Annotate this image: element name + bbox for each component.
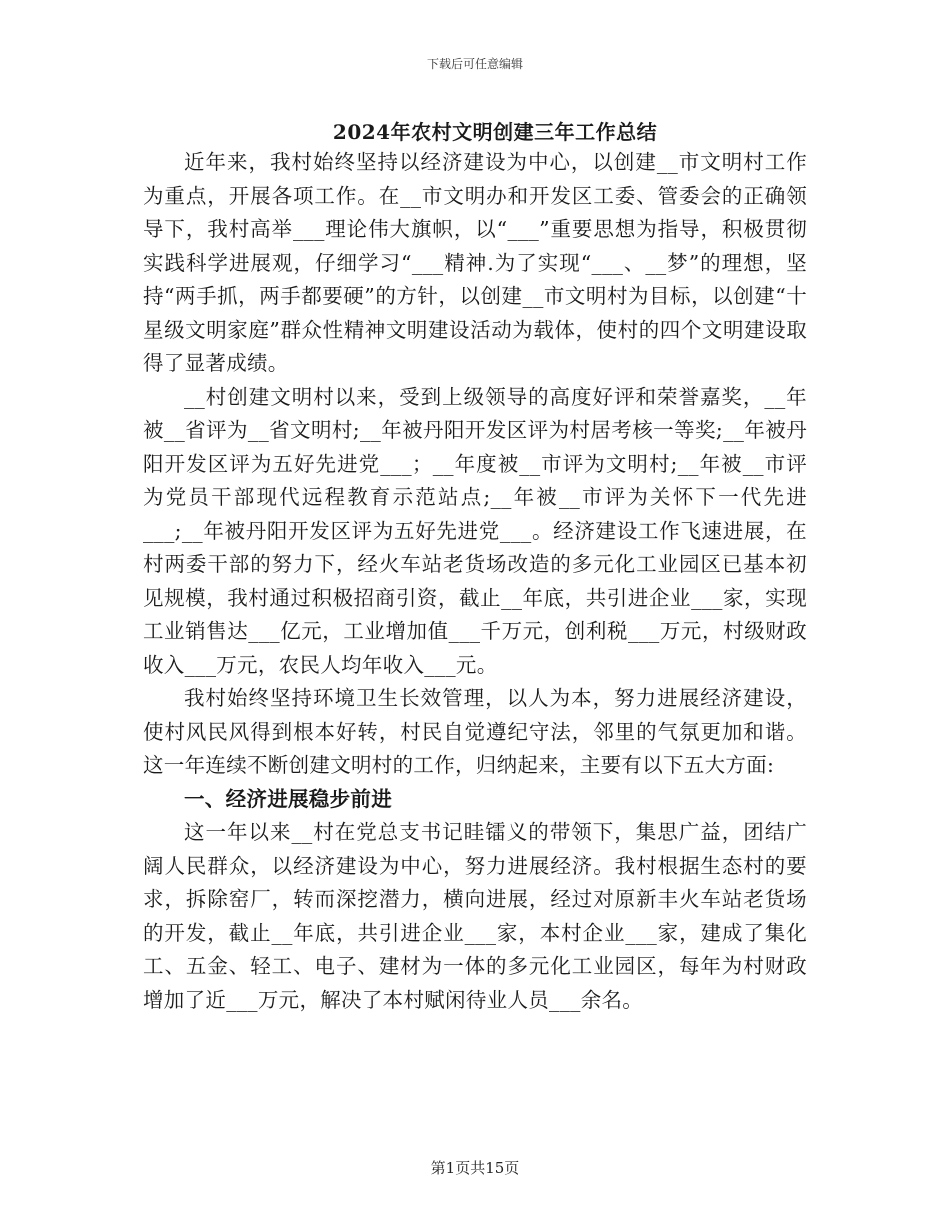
paragraph-intro: 近年来，我村始终坚持以经济建设为中心，以创建__市文明村工作为重点，开展各项工作。在__市文明办和开发区工委、管委会的正确领导下，我村高举___理论伟大旗帜，以“___”重要思想为指导，积极贯彻实践科学进展观，仔细学习“___精神.为了实现“___、__梦”的理想，坚持“两手抓，两手都要硬”的方针，以创建__市文明村为目标，以创建“十星级文明家庭”群众性精神文明建设活动为载体，使村的四个文明建设取得了显著成绩。 <box>143 150 807 375</box>
document-body <box>143 146 807 1017</box>
page-indicator: 第1页共15页 <box>430 1159 520 1177</box>
document-title: 2024年农村文明创建三年工作总结 <box>332 120 658 144</box>
paragraph-environment: 我村始终坚持环境卫生长效管理，以人为本，努力进展经济建设，使村风民风得到根本好转，村民自觉遵纪守法，邻里的气氛更加和谐。这一年连续不断创建文明村的工作，归纳起来，主要有以下五大方面: <box>143 686 807 777</box>
paragraph-honors: __村创建文明村以来，受到上级领导的高度好评和荣誉嘉奖，__年被__省评为__省文明村;__年被丹阳开发区评为村居考核一等奖;__年被丹阳开发区评为五好先进党___；__年度被__市评为文明村;__年被__市评为党员干部现代远程教育示范站点;__年被__市评为关怀下一代先进___;__年被丹阳开发区评为五好先进党___。经济建设工作飞速进展，在村两委干部的努力下，经火车站老货场改造的多元化工业园区已基本初见规模，我村通过积极招商引资，截止__年底，共引进企业___家，实现工业销售达___亿元，工业增加值___千万元，创利税___万元，村级财政收入___万元，农民人均年收入___元。 <box>143 384 807 677</box>
section-heading-economy: 一、经济进展稳步前进 <box>184 786 392 811</box>
header-note: 下载后可任意编辑 <box>426 57 523 71</box>
paragraph-economy: 这一年以来__村在党总支书记眭镭义的带领下，集思广益，团结广阔人民群众，以经济建设为中心，努力进展经济。我村根据生态村的要求，拆除窑厂，转而深挖潜力，横向进展，经过对原新丰火车站老货场的开发，截止__年底，共引进企业___家，本村企业___家，建成了集化工、五金、轻工、电子、建材为一体的多元化工业园区，每年为村财政增加了近___万元，解决了本村赋闲待业人员___余名。 <box>143 820 807 1012</box>
